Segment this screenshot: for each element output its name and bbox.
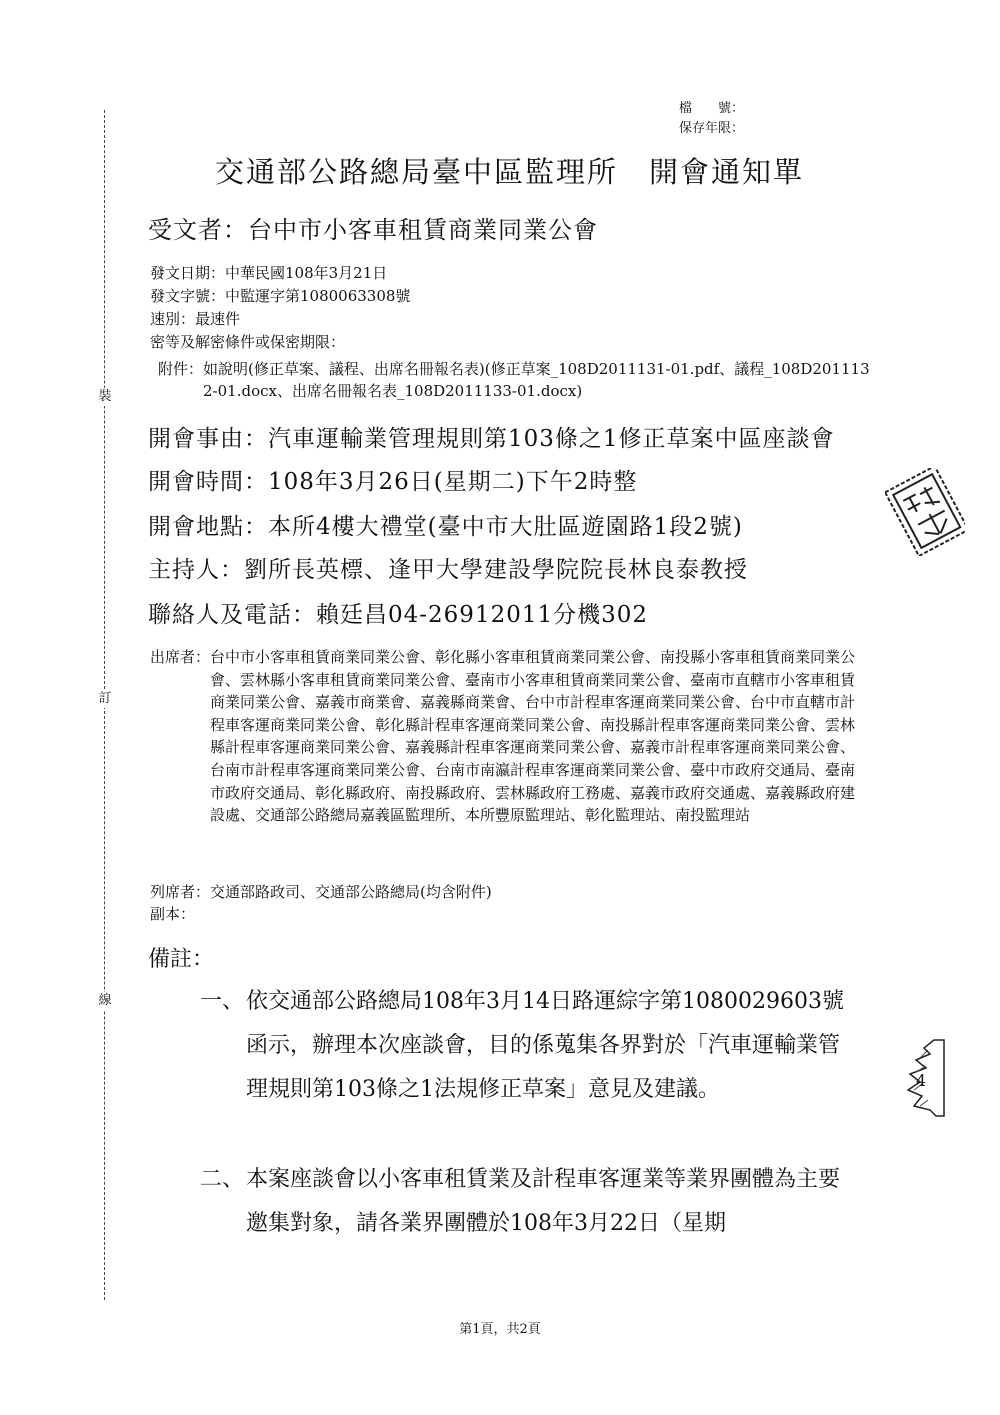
attachment-label: 附件： <box>158 360 204 378</box>
note-number: 二、 <box>200 1167 245 1192</box>
meeting-host: 主持人：劉所長英標、逢甲大學建設學院院長林良泰教授 <box>148 557 748 583</box>
note-number: 一、 <box>200 989 245 1014</box>
issue-number: 發文字號：中監運字第1080063308號 <box>150 287 411 305</box>
meeting-contact: 聯絡人及電話：賴廷昌04-26912011分機302 <box>148 602 649 628</box>
attendees-list: 台中市小客車租賃商業同業公會、彰化縣小客車租賃商業同業公會、南投縣小客車租賃商業同業公會、雲林縣小客車租賃商業同業公會、臺南市小客車租賃商業同業公會、臺南市直轄市小客車租賃商業同業公會、嘉義市商業會、嘉義縣商業會、台中市計程車客運商業同業公會、台中市直轄市計程車客運商業同業公會、彰化縣計程車客運商業同業公會、南投縣計程車客運商業同業公會、雲林縣計程車客運商業同業公會、嘉義縣計程車客運商業同業公會、嘉義市計程車客運商業同業公會、台南市計程車客運商業同業公會、台南市南瀛計程車客運商業同業公會、臺中市政府交通局、臺南市政府交通局、彰化縣政府、南投縣政府、雲林縣政府工務處、嘉義市政府交通處、嘉義縣政府建設處、交通部公路總局嘉義區監理所、本所豐原監理站、彰化監理站、南投監理站 <box>210 648 856 825</box>
binding-mark-zhuang: 裝 <box>96 388 114 406</box>
meeting-place: 開會地點：本所4樓大禮堂(臺中市大肚區遊園路1段2號) <box>148 514 743 540</box>
meeting-time: 開會時間：108年3月26日(星期二)下午2時整 <box>148 469 638 495</box>
note-text: 本案座談會以小客車租賃業及計程車客運業等業界團體為主要邀集對象，請各業界團體於108年3月22日（星期 <box>246 1167 841 1236</box>
file-number-label: 檔 號： <box>678 101 744 116</box>
recipient: 受文者：台中市小客車租賃商業同業公會 <box>148 216 598 244</box>
document-title: 交通部公路總局臺中區監理所 開會通知單 <box>215 155 805 189</box>
notes-label: 備註： <box>148 947 215 972</box>
meeting-reason: 開會事由：汽車運輸業管理規則第103條之1修正草案中區座談會 <box>148 426 835 452</box>
observers: 列席者：交通部路政司、交通部公路總局(均含附件) <box>150 883 492 901</box>
retention-label: 保存年限： <box>678 121 744 136</box>
binding-mark-ding: 訂 <box>96 690 114 708</box>
attachment-block <box>158 358 870 402</box>
note-text: 依交通部公路總局108年3月14日路運綜字第1080029603號函示，辦理本次座談會，目的係蒐集各界對於「汽車運輸業管理規則第103條之1法規修正草案」意見及建議。 <box>246 989 844 1102</box>
attendees-block <box>150 646 866 827</box>
note-item <box>200 1158 850 1246</box>
electronic-seal-stamp <box>885 468 965 556</box>
attachment-text: 如說明(修正草案、議程、出席名冊報名表)(修正草案_108D2011131-01.pdf、議程_108D2011132-01.docx、出席名冊報名表_108D2011133-01.docx) <box>203 360 870 400</box>
note-item <box>200 980 850 1112</box>
speed-class: 速別：最速件 <box>150 310 241 328</box>
binding-mark-xian: 線 <box>96 992 114 1010</box>
issue-date: 發文日期：中華民國108年3月21日 <box>150 264 388 282</box>
page-number-stamp-digit: 4 <box>916 1071 927 1090</box>
page-footer: 第1頁，共2頁 <box>459 1322 541 1337</box>
secrecy-level: 密等及解密條件或保密期限： <box>150 333 346 351</box>
copy-to: 副本： <box>150 905 196 923</box>
attendees-label: 出席者： <box>150 648 211 666</box>
page-number-stamp <box>906 1038 946 1118</box>
